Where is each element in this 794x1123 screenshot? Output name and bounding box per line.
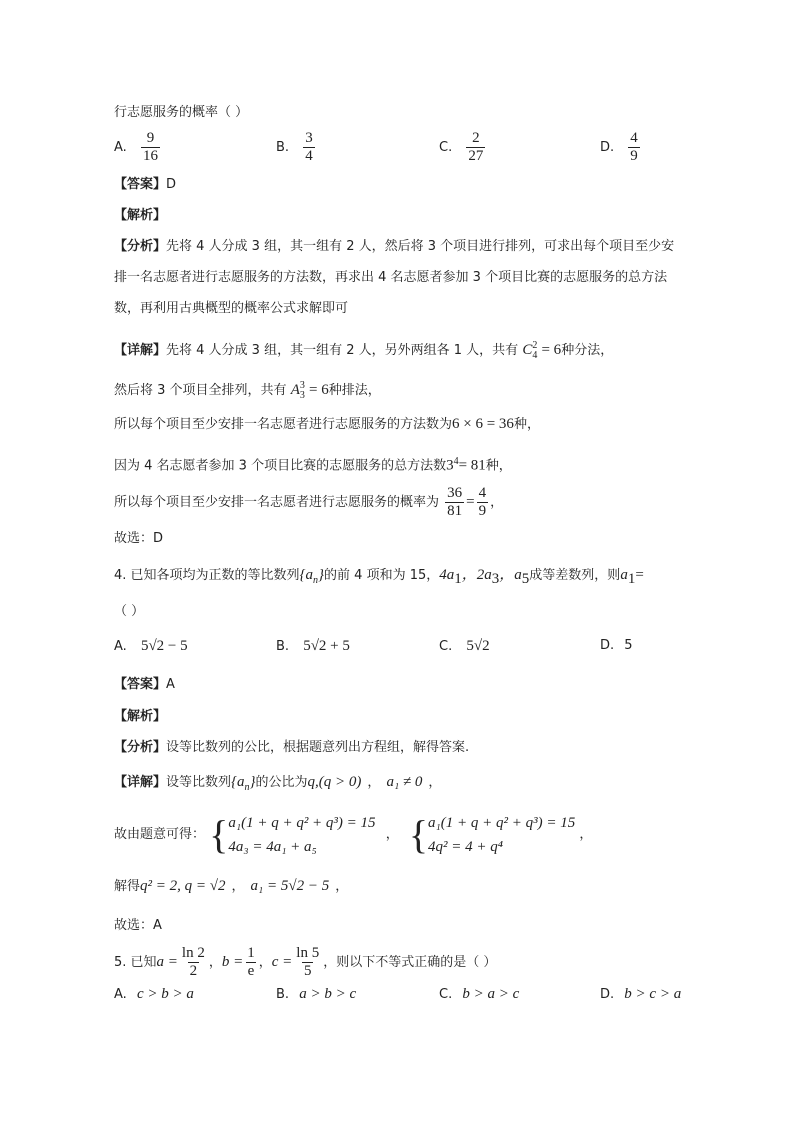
option-letter: A. (114, 140, 127, 155)
combination-symbol (522, 340, 538, 361)
ratio-condition: q,(q > 0) (307, 774, 362, 790)
q-solution: q² = 2, q = √2 (140, 878, 226, 894)
q3-fenxi-1 (114, 237, 674, 257)
seq-open: {a (299, 567, 314, 583)
q3-detail-5 (114, 484, 503, 521)
option-letter: A. (114, 987, 127, 1002)
option-value: 5 (624, 638, 633, 653)
c-fraction (294, 945, 321, 980)
q4-fenxi (114, 738, 469, 758)
nonzero-condition: a₁ ≠ 0 (386, 774, 423, 790)
option-fraction (141, 130, 160, 165)
fraction-numerator: 4 (478, 485, 487, 501)
term-sub: 1 (627, 571, 636, 587)
option-value: 5√2 − 5 (140, 638, 188, 654)
arr-sub: 3 (299, 390, 305, 401)
option-letter: B. (276, 140, 290, 155)
fraction-denominator: 9 (630, 148, 638, 164)
seq-open: {a (231, 774, 245, 790)
equation-row: a₁(1 + q + q² + q³) = 15 (228, 814, 376, 831)
var-a: a = (156, 954, 178, 970)
q4-stem (114, 565, 644, 591)
q3-detail-2 (114, 376, 381, 406)
arr-letter: A (290, 382, 300, 398)
b-fraction (245, 945, 257, 980)
system-label: 故由题意可得： (114, 827, 206, 842)
var-c: c = (271, 954, 293, 970)
detail-text-end: ， (490, 495, 504, 510)
separator: ， (258, 955, 272, 970)
detail-text-end: 种排法， (328, 383, 381, 398)
fenxi-label: 【分析】 (114, 740, 167, 755)
arrangement-symbol (290, 380, 305, 401)
q5-option-b[interactable] (276, 986, 356, 1003)
power-value: = 81 (458, 457, 486, 474)
q5-option-c[interactable] (439, 986, 519, 1003)
sequence-notation (299, 567, 325, 586)
q3-option-c[interactable] (439, 130, 487, 165)
probability-fraction-2 (477, 485, 489, 520)
q3-option-b[interactable] (276, 130, 317, 165)
option-value: a > b > c (299, 986, 357, 1002)
q4-option-c[interactable] (439, 638, 490, 655)
option-value: c > b > a (136, 986, 194, 1002)
separator: ， (208, 955, 222, 970)
option-letter: D. (600, 140, 615, 155)
q3-detail-3 (114, 414, 540, 435)
separator: ， (367, 775, 381, 790)
fraction-numerator: 36 (447, 485, 463, 501)
fraction-numerator: 1 (247, 945, 255, 961)
option-fraction (466, 130, 485, 165)
detail-text: 设等比数列 (166, 775, 232, 790)
q4-conclusion: 故选：A (114, 918, 162, 933)
fraction-denominator: 2 (189, 963, 198, 979)
seq-close: } (249, 774, 256, 790)
arr-value: = 6 (309, 382, 329, 398)
detail-text: 的公比为 (255, 775, 308, 790)
detail-label: 【详解】 (114, 775, 167, 790)
answer-label: 【答案】 (114, 177, 167, 192)
solve-text: 解得 (114, 879, 141, 894)
fraction-numerator: ln 5 (296, 945, 320, 961)
detail-text-end: 种分法， (561, 343, 614, 358)
term-text: ，a (499, 567, 522, 583)
stem-text: 5. 已知 (114, 955, 157, 970)
fraction-denominator: 5 (303, 963, 312, 979)
option-letter: B. (276, 987, 290, 1002)
var-b: b = (221, 954, 244, 970)
q3-fenxi-3: 数，再利用古典概型的概率公式求解即可 (114, 301, 349, 316)
sequence-notation (231, 774, 256, 793)
fraction-denominator: 16 (142, 148, 158, 164)
fenxi-label: 【分析】 (114, 239, 167, 254)
fraction-denominator: 4 (305, 148, 313, 164)
q4-stem-paren: （ ） (114, 604, 145, 619)
option-fraction (628, 130, 640, 165)
fraction-numerator: 2 (472, 130, 480, 146)
fenxi-text: 设等比数列的公比，根据题意列出方程组，解得答案. (166, 740, 470, 755)
q3-conclusion: 故选：D (114, 531, 164, 546)
brace-icon: { (209, 811, 229, 857)
option-value: b > a > c (462, 986, 520, 1002)
option-letter: C. (439, 140, 453, 155)
comb-sup: 2 (532, 340, 538, 351)
stem-text: 4. 已知各项均为正数的等比数列 (114, 568, 300, 583)
seq-sub: n (244, 782, 250, 793)
option-letter: C. (439, 639, 453, 654)
fraction-denominator: e (247, 963, 255, 979)
separator: ， (231, 879, 245, 894)
separator: ， (579, 827, 593, 842)
term-text: a (620, 567, 628, 583)
term-2a3 (461, 567, 500, 587)
term-text: ，2a (461, 567, 492, 583)
detail-text-end: 种， (485, 458, 512, 474)
detail-text: 然后将 3 个项目全排列，共有 (114, 383, 287, 398)
option-letter: D. (600, 987, 615, 1002)
equals-sign: = (635, 567, 644, 583)
stem-text: 的前 4 项和为 15， (324, 568, 440, 583)
separator: ， (335, 879, 349, 894)
fraction-denominator: 27 (468, 148, 484, 164)
q5-option-d[interactable] (600, 986, 681, 1003)
term-4a1 (439, 567, 462, 587)
equation-row: a₁(1 + q + q² + q³) = 15 (428, 814, 576, 831)
term-a5 (499, 567, 530, 587)
power-base: 3 (446, 457, 454, 474)
detail-text: 先将 4 人分成 3 组，其一组有 2 人，另外两组各 1 人，共有 (166, 343, 519, 358)
method-count: 6 × 6 = 36 (452, 416, 514, 432)
detail-text: 因为 4 名志愿者参加 3 个项目比赛的志愿服务的总方法数 (114, 458, 447, 474)
q3-answer (114, 175, 176, 195)
q4-detail-1 (114, 772, 441, 798)
term-a1 (620, 567, 636, 587)
q4-system (114, 806, 592, 864)
power-exp: 4 (453, 456, 459, 467)
equation-row: 4a₃ = 4a₁ + a₅ (228, 838, 317, 855)
fenxi-text: 先将 4 人分成 3 组，其一组有 2 人，然后将 3 个项目进行排列，可求出每个项目至少安 (166, 239, 675, 254)
separator: ， (428, 775, 442, 790)
term-sub: 1 (454, 571, 462, 587)
fraction-numerator: ln 2 (181, 945, 205, 961)
q4-option-b[interactable] (276, 638, 350, 655)
equation-row: 4q² = 4 + q⁴ (428, 838, 504, 855)
q3-analysis-label: 【解析】 (114, 208, 167, 223)
equals-sign: = (466, 494, 475, 510)
equation-system-2 (409, 811, 575, 859)
q3-detail-1 (114, 336, 613, 366)
q3-option-d[interactable] (600, 130, 642, 165)
q4-answer (114, 675, 175, 695)
option-letter: A. (114, 639, 127, 654)
q4-option-d[interactable] (600, 638, 633, 653)
fraction-numerator: 3 (305, 130, 313, 146)
q5-stem (114, 944, 496, 981)
arr-sup: 3 (299, 380, 305, 391)
a-fraction (180, 945, 207, 980)
answer-value: A (166, 677, 175, 692)
fraction-numerator: 4 (630, 130, 638, 146)
option-value: 5√2 (466, 638, 490, 654)
separator: ， (385, 827, 399, 842)
answer-value: D (166, 177, 177, 192)
q3-detail-4 (114, 452, 512, 476)
option-value: b > c > a (624, 986, 682, 1002)
detail-text: 所以每个项目至少安排一名志愿者进行志愿服务的方法数为 (114, 417, 453, 432)
seq-close: } (318, 567, 325, 583)
option-letter: B. (276, 639, 290, 654)
comb-sub: 4 (532, 350, 538, 361)
q3-option-a[interactable] (114, 130, 162, 165)
detail-label: 【详解】 (114, 343, 167, 358)
brace-icon: { (408, 811, 429, 857)
equation-system-1 (209, 811, 375, 859)
stem-text: 成等差数列，则 (529, 568, 621, 583)
comb-letter: C (522, 342, 533, 358)
fraction-numerator: 9 (146, 130, 155, 146)
fraction-denominator: 81 (447, 503, 463, 519)
option-letter: C. (439, 987, 453, 1002)
probability-fraction-1 (445, 485, 464, 520)
a1-solution: a₁ = 5√2 − 5 (250, 878, 330, 894)
option-fraction (303, 130, 315, 165)
q3-stem-tail: 行志愿服务的概率（ ） (114, 105, 249, 120)
detail-text: 所以每个项目至少安排一名志愿者进行志愿服务的概率为 (114, 495, 440, 510)
term-sub: 3 (491, 571, 500, 587)
comb-value: = 6 (541, 342, 562, 358)
seq-sub: n (313, 575, 319, 586)
detail-text-end: 种， (513, 417, 540, 432)
q4-option-a[interactable] (114, 638, 188, 655)
answer-label: 【答案】 (114, 677, 167, 692)
term-sub: 5 (521, 571, 530, 587)
fraction-denominator: 9 (478, 503, 487, 519)
option-letter: D. (600, 638, 615, 653)
q3-fenxi-2: 排一名志愿者进行志愿服务的方法数，再求出 4 名志愿者参加 3 个项目比赛的志愿服务的总方法 (114, 270, 668, 285)
q4-solution (114, 876, 348, 897)
term-text: 4a (439, 567, 455, 583)
stem-text: ，则以下不等式正确的是（ ） (323, 955, 497, 970)
q5-option-a[interactable] (114, 986, 194, 1003)
option-value: 5√2 + 5 (303, 638, 350, 654)
q4-analysis-label: 【解析】 (114, 709, 167, 724)
